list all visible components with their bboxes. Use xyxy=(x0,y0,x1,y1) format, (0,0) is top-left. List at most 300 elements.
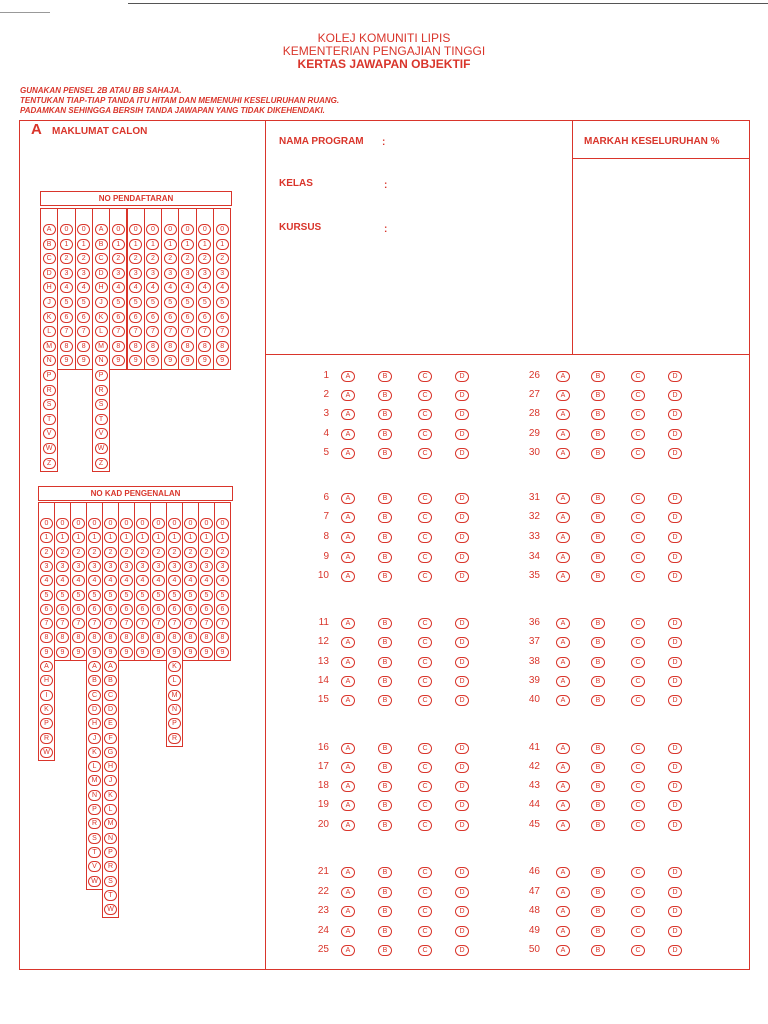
answer-bubble[interactable]: B xyxy=(591,867,605,878)
grid-bubble[interactable]: B xyxy=(104,675,117,686)
answer-bubble[interactable]: C xyxy=(418,867,432,878)
grid-bubble[interactable]: 1 xyxy=(146,239,159,250)
grid-bubble[interactable]: 2 xyxy=(152,547,165,558)
answer-bubble[interactable]: A xyxy=(341,532,355,543)
answer-bubble[interactable]: C xyxy=(631,676,645,687)
answer-bubble[interactable]: C xyxy=(631,867,645,878)
answer-bubble[interactable]: A xyxy=(341,448,355,459)
answer-bubble[interactable]: D xyxy=(455,409,469,420)
grid-bubble[interactable]: 3 xyxy=(216,561,229,572)
grid-bubble[interactable]: 4 xyxy=(216,282,229,293)
grid-bubble[interactable]: 1 xyxy=(129,239,142,250)
grid-bubble[interactable]: 9 xyxy=(60,355,73,366)
grid-bubble[interactable]: 8 xyxy=(40,632,53,643)
answer-bubble[interactable]: C xyxy=(631,657,645,668)
answer-bubble[interactable]: B xyxy=(591,906,605,917)
answer-bubble[interactable]: B xyxy=(378,409,392,420)
grid-bubble[interactable]: 7 xyxy=(60,326,73,337)
grid-bubble[interactable]: 5 xyxy=(129,297,142,308)
grid-bubble[interactable]: 0 xyxy=(120,518,133,529)
grid-bubble[interactable]: 7 xyxy=(120,618,133,629)
grid-bubble[interactable]: 6 xyxy=(184,604,197,615)
answer-bubble[interactable]: C xyxy=(418,371,432,382)
grid-bubble[interactable]: 8 xyxy=(72,632,85,643)
grid-bubble[interactable]: 7 xyxy=(181,326,194,337)
grid-bubble[interactable]: 5 xyxy=(40,590,53,601)
grid-bubble[interactable]: 1 xyxy=(56,532,69,543)
grid-bubble[interactable]: R xyxy=(104,861,117,872)
grid-bubble[interactable]: 4 xyxy=(181,282,194,293)
grid-bubble[interactable]: L xyxy=(168,675,181,686)
grid-bubble[interactable]: 0 xyxy=(216,518,229,529)
grid-bubble[interactable]: 6 xyxy=(112,312,125,323)
grid-bubble[interactable]: 6 xyxy=(164,312,177,323)
grid-bubble[interactable]: 2 xyxy=(60,253,73,264)
grid-bubble[interactable]: 5 xyxy=(164,297,177,308)
answer-bubble[interactable]: C xyxy=(631,926,645,937)
grid-bubble[interactable]: 5 xyxy=(136,590,149,601)
grid-bubble[interactable]: 3 xyxy=(56,561,69,572)
grid-bubble[interactable]: 8 xyxy=(112,341,125,352)
grid-bubble[interactable]: 5 xyxy=(216,297,229,308)
grid-bubble[interactable]: 9 xyxy=(146,355,159,366)
grid-bubble[interactable]: 4 xyxy=(60,282,73,293)
grid-bubble[interactable]: 4 xyxy=(120,575,133,586)
answer-bubble[interactable]: C xyxy=(418,512,432,523)
answer-bubble[interactable]: C xyxy=(418,448,432,459)
answer-bubble[interactable]: D xyxy=(668,676,682,687)
answer-bubble[interactable]: C xyxy=(631,820,645,831)
grid-bubble[interactable]: 3 xyxy=(198,268,211,279)
answer-bubble[interactable]: A xyxy=(341,926,355,937)
grid-bubble[interactable]: L xyxy=(104,804,117,815)
grid-bubble[interactable]: 8 xyxy=(56,632,69,643)
answer-bubble[interactable]: C xyxy=(418,887,432,898)
grid-bubble[interactable]: R xyxy=(168,733,181,744)
grid-bubble[interactable]: H xyxy=(95,282,108,293)
grid-bubble[interactable]: 0 xyxy=(152,518,165,529)
answer-bubble[interactable]: D xyxy=(455,532,469,543)
answer-bubble[interactable]: B xyxy=(378,390,392,401)
grid-bubble[interactable]: 8 xyxy=(168,632,181,643)
answer-bubble[interactable]: A xyxy=(556,409,570,420)
answer-bubble[interactable]: D xyxy=(668,695,682,706)
grid-bubble[interactable]: A xyxy=(104,661,117,672)
answer-bubble[interactable]: C xyxy=(418,409,432,420)
answer-bubble[interactable]: A xyxy=(341,695,355,706)
grid-bubble[interactable]: 0 xyxy=(88,518,101,529)
grid-bubble[interactable]: T xyxy=(104,890,117,901)
grid-bubble[interactable]: S xyxy=(43,399,56,410)
grid-bubble[interactable]: K xyxy=(168,661,181,672)
grid-bubble[interactable]: 0 xyxy=(136,518,149,529)
grid-bubble[interactable]: Z xyxy=(43,458,56,469)
grid-bubble[interactable]: 3 xyxy=(164,268,177,279)
answer-bubble[interactable]: C xyxy=(418,762,432,773)
answer-bubble[interactable]: A xyxy=(341,512,355,523)
grid-bubble[interactable]: 7 xyxy=(146,326,159,337)
answer-bubble[interactable]: C xyxy=(631,448,645,459)
grid-bubble[interactable]: L xyxy=(43,326,56,337)
answer-bubble[interactable]: C xyxy=(418,571,432,582)
answer-bubble[interactable]: B xyxy=(378,552,392,563)
grid-bubble[interactable]: 9 xyxy=(198,355,211,366)
grid-bubble[interactable]: 4 xyxy=(56,575,69,586)
answer-bubble[interactable]: A xyxy=(341,618,355,629)
grid-bubble[interactable]: 7 xyxy=(168,618,181,629)
grid-bubble[interactable]: 5 xyxy=(184,590,197,601)
grid-bubble[interactable]: 3 xyxy=(60,268,73,279)
grid-bubble[interactable]: 1 xyxy=(120,532,133,543)
grid-bubble[interactable]: 0 xyxy=(200,518,213,529)
grid-bubble[interactable]: A xyxy=(43,224,56,235)
grid-bubble[interactable]: P xyxy=(40,718,53,729)
grid-bubble[interactable]: K xyxy=(88,747,101,758)
grid-bubble[interactable]: I xyxy=(40,690,53,701)
answer-bubble[interactable]: A xyxy=(556,945,570,956)
grid-bubble[interactable]: H xyxy=(40,675,53,686)
answer-bubble[interactable]: C xyxy=(418,532,432,543)
grid-bubble[interactable]: 2 xyxy=(40,547,53,558)
answer-bubble[interactable]: D xyxy=(455,429,469,440)
answer-bubble[interactable]: B xyxy=(378,571,392,582)
answer-bubble[interactable]: A xyxy=(556,571,570,582)
answer-bubble[interactable]: A xyxy=(556,657,570,668)
grid-bubble[interactable]: S xyxy=(104,876,117,887)
answer-bubble[interactable]: B xyxy=(591,512,605,523)
grid-bubble[interactable]: P xyxy=(43,370,56,381)
answer-bubble[interactable]: D xyxy=(668,945,682,956)
grid-bubble[interactable]: 9 xyxy=(40,647,53,658)
grid-bubble[interactable]: H xyxy=(43,282,56,293)
grid-bubble[interactable]: 9 xyxy=(120,647,133,658)
grid-bubble[interactable]: 3 xyxy=(88,561,101,572)
answer-bubble[interactable]: C xyxy=(631,493,645,504)
grid-bubble[interactable]: 0 xyxy=(181,224,194,235)
answer-bubble[interactable]: C xyxy=(631,409,645,420)
grid-bubble[interactable]: 0 xyxy=(77,224,90,235)
grid-bubble[interactable]: 2 xyxy=(77,253,90,264)
grid-bubble[interactable]: 5 xyxy=(146,297,159,308)
grid-bubble[interactable]: V xyxy=(43,428,56,439)
grid-bubble[interactable]: 8 xyxy=(181,341,194,352)
grid-bubble[interactable]: M xyxy=(168,690,181,701)
answer-bubble[interactable]: D xyxy=(455,800,469,811)
grid-bubble[interactable]: 5 xyxy=(72,590,85,601)
grid-bubble[interactable]: V xyxy=(95,428,108,439)
grid-bubble[interactable]: 6 xyxy=(198,312,211,323)
grid-bubble[interactable]: 4 xyxy=(152,575,165,586)
grid-bubble[interactable]: 0 xyxy=(104,518,117,529)
grid-bubble[interactable]: 7 xyxy=(216,326,229,337)
grid-bubble[interactable]: R xyxy=(43,385,56,396)
answer-bubble[interactable]: C xyxy=(418,695,432,706)
answer-bubble[interactable]: B xyxy=(378,532,392,543)
grid-bubble[interactable]: 9 xyxy=(216,647,229,658)
grid-bubble[interactable]: 6 xyxy=(129,312,142,323)
answer-bubble[interactable]: D xyxy=(668,448,682,459)
grid-bubble[interactable]: S xyxy=(88,833,101,844)
grid-bubble[interactable]: 0 xyxy=(216,224,229,235)
answer-bubble[interactable]: D xyxy=(455,945,469,956)
grid-bubble[interactable]: P xyxy=(88,804,101,815)
answer-bubble[interactable]: B xyxy=(591,371,605,382)
grid-bubble[interactable]: G xyxy=(104,747,117,758)
grid-bubble[interactable]: 8 xyxy=(200,632,213,643)
answer-bubble[interactable]: D xyxy=(455,820,469,831)
grid-bubble[interactable]: 4 xyxy=(216,575,229,586)
grid-bubble[interactable]: 4 xyxy=(72,575,85,586)
grid-bubble[interactable]: 7 xyxy=(152,618,165,629)
grid-bubble[interactable]: W xyxy=(43,443,56,454)
grid-bubble[interactable]: 2 xyxy=(104,547,117,558)
answer-bubble[interactable]: B xyxy=(378,371,392,382)
grid-bubble[interactable]: 2 xyxy=(120,547,133,558)
grid-bubble[interactable]: 9 xyxy=(104,647,117,658)
answer-bubble[interactable]: C xyxy=(631,552,645,563)
answer-bubble[interactable]: D xyxy=(455,887,469,898)
grid-bubble[interactable]: B xyxy=(88,675,101,686)
grid-bubble[interactable]: R xyxy=(95,385,108,396)
answer-bubble[interactable]: A xyxy=(556,429,570,440)
grid-bubble[interactable]: 9 xyxy=(168,647,181,658)
grid-bubble[interactable]: L xyxy=(88,761,101,772)
grid-bubble[interactable]: 9 xyxy=(56,647,69,658)
answer-bubble[interactable]: C xyxy=(631,781,645,792)
answer-bubble[interactable]: B xyxy=(378,512,392,523)
answer-bubble[interactable]: B xyxy=(378,429,392,440)
answer-bubble[interactable]: B xyxy=(591,429,605,440)
grid-bubble[interactable]: N xyxy=(43,355,56,366)
grid-bubble[interactable]: 6 xyxy=(77,312,90,323)
answer-bubble[interactable]: D xyxy=(455,906,469,917)
answer-bubble[interactable]: C xyxy=(631,945,645,956)
grid-bubble[interactable]: 7 xyxy=(184,618,197,629)
grid-bubble[interactable]: R xyxy=(40,733,53,744)
grid-bubble[interactable]: 8 xyxy=(104,632,117,643)
grid-bubble[interactable]: K xyxy=(43,312,56,323)
grid-bubble[interactable]: W xyxy=(40,747,53,758)
grid-bubble[interactable]: D xyxy=(43,268,56,279)
grid-bubble[interactable]: 8 xyxy=(60,341,73,352)
answer-bubble[interactable]: D xyxy=(668,512,682,523)
answer-bubble[interactable]: A xyxy=(341,800,355,811)
grid-bubble[interactable]: 3 xyxy=(168,561,181,572)
grid-bubble[interactable]: C xyxy=(88,690,101,701)
grid-bubble[interactable]: 8 xyxy=(88,632,101,643)
answer-bubble[interactable]: D xyxy=(455,762,469,773)
answer-bubble[interactable]: D xyxy=(455,371,469,382)
answer-bubble[interactable]: D xyxy=(668,429,682,440)
answer-bubble[interactable]: A xyxy=(341,390,355,401)
grid-bubble[interactable]: 8 xyxy=(184,632,197,643)
grid-bubble[interactable]: 1 xyxy=(168,532,181,543)
grid-bubble[interactable]: N xyxy=(88,790,101,801)
grid-bubble[interactable]: R xyxy=(88,818,101,829)
answer-bubble[interactable]: B xyxy=(591,800,605,811)
answer-bubble[interactable]: D xyxy=(455,618,469,629)
grid-bubble[interactable]: 2 xyxy=(112,253,125,264)
grid-bubble[interactable]: 9 xyxy=(88,647,101,658)
answer-bubble[interactable]: C xyxy=(418,781,432,792)
answer-bubble[interactable]: B xyxy=(591,571,605,582)
answer-bubble[interactable]: B xyxy=(378,906,392,917)
answer-bubble[interactable]: A xyxy=(556,906,570,917)
grid-bubble[interactable]: 4 xyxy=(198,282,211,293)
answer-bubble[interactable]: D xyxy=(668,657,682,668)
grid-bubble[interactable]: 1 xyxy=(60,239,73,250)
answer-bubble[interactable]: D xyxy=(668,552,682,563)
grid-bubble[interactable]: 2 xyxy=(88,547,101,558)
grid-bubble[interactable]: 5 xyxy=(198,297,211,308)
answer-bubble[interactable]: D xyxy=(668,371,682,382)
answer-bubble[interactable]: C xyxy=(418,906,432,917)
grid-bubble[interactable]: 1 xyxy=(152,532,165,543)
grid-bubble[interactable]: 9 xyxy=(181,355,194,366)
grid-bubble[interactable]: N xyxy=(95,355,108,366)
grid-bubble[interactable]: 4 xyxy=(129,282,142,293)
answer-bubble[interactable]: C xyxy=(418,926,432,937)
answer-bubble[interactable]: A xyxy=(556,926,570,937)
answer-bubble[interactable]: D xyxy=(668,390,682,401)
grid-bubble[interactable]: 5 xyxy=(77,297,90,308)
grid-bubble[interactable]: 5 xyxy=(152,590,165,601)
answer-bubble[interactable]: A xyxy=(556,512,570,523)
answer-bubble[interactable]: C xyxy=(631,743,645,754)
grid-bubble[interactable]: 3 xyxy=(136,561,149,572)
grid-bubble[interactable]: 6 xyxy=(152,604,165,615)
grid-bubble[interactable]: V xyxy=(88,861,101,872)
grid-bubble[interactable]: T xyxy=(43,414,56,425)
grid-bubble[interactable]: K xyxy=(95,312,108,323)
answer-bubble[interactable]: D xyxy=(455,571,469,582)
grid-bubble[interactable]: 7 xyxy=(198,326,211,337)
answer-bubble[interactable]: B xyxy=(591,637,605,648)
answer-bubble[interactable]: C xyxy=(418,820,432,831)
grid-bubble[interactable]: J xyxy=(43,297,56,308)
answer-bubble[interactable]: A xyxy=(341,409,355,420)
grid-bubble[interactable]: B xyxy=(43,239,56,250)
answer-bubble[interactable]: D xyxy=(455,552,469,563)
grid-bubble[interactable]: 8 xyxy=(129,341,142,352)
answer-bubble[interactable]: C xyxy=(418,676,432,687)
grid-bubble[interactable]: 6 xyxy=(88,604,101,615)
answer-bubble[interactable]: A xyxy=(556,552,570,563)
grid-bubble[interactable]: 6 xyxy=(40,604,53,615)
grid-bubble[interactable]: 7 xyxy=(112,326,125,337)
grid-bubble[interactable]: 7 xyxy=(56,618,69,629)
grid-bubble[interactable]: F xyxy=(104,733,117,744)
grid-bubble[interactable]: 6 xyxy=(56,604,69,615)
answer-bubble[interactable]: A xyxy=(341,676,355,687)
answer-bubble[interactable]: A xyxy=(341,887,355,898)
grid-bubble[interactable]: C xyxy=(95,253,108,264)
answer-bubble[interactable]: D xyxy=(668,762,682,773)
answer-bubble[interactable]: A xyxy=(556,867,570,878)
answer-bubble[interactable]: D xyxy=(668,800,682,811)
grid-bubble[interactable]: 1 xyxy=(40,532,53,543)
grid-bubble[interactable]: 3 xyxy=(40,561,53,572)
answer-bubble[interactable]: A xyxy=(341,371,355,382)
answer-bubble[interactable]: A xyxy=(556,371,570,382)
answer-bubble[interactable]: A xyxy=(556,762,570,773)
grid-bubble[interactable]: 9 xyxy=(72,647,85,658)
grid-bubble[interactable]: 2 xyxy=(136,547,149,558)
grid-bubble[interactable]: K xyxy=(40,704,53,715)
grid-bubble[interactable]: 0 xyxy=(198,224,211,235)
grid-bubble[interactable]: 5 xyxy=(120,590,133,601)
grid-bubble[interactable]: A xyxy=(88,661,101,672)
grid-bubble[interactable]: 0 xyxy=(146,224,159,235)
answer-bubble[interactable]: D xyxy=(668,820,682,831)
answer-bubble[interactable]: B xyxy=(591,695,605,706)
grid-bubble[interactable]: 8 xyxy=(216,341,229,352)
answer-bubble[interactable]: B xyxy=(591,762,605,773)
answer-bubble[interactable]: C xyxy=(631,390,645,401)
grid-bubble[interactable]: 8 xyxy=(146,341,159,352)
grid-bubble[interactable]: E xyxy=(104,718,117,729)
grid-bubble[interactable]: 3 xyxy=(146,268,159,279)
grid-bubble[interactable]: 5 xyxy=(88,590,101,601)
grid-bubble[interactable]: C xyxy=(104,690,117,701)
grid-bubble[interactable]: 5 xyxy=(56,590,69,601)
answer-bubble[interactable]: D xyxy=(455,390,469,401)
answer-bubble[interactable]: A xyxy=(341,867,355,878)
answer-bubble[interactable]: B xyxy=(591,493,605,504)
grid-bubble[interactable]: W xyxy=(88,876,101,887)
answer-bubble[interactable]: D xyxy=(455,926,469,937)
answer-bubble[interactable]: D xyxy=(455,657,469,668)
grid-bubble[interactable]: 4 xyxy=(104,575,117,586)
answer-bubble[interactable]: B xyxy=(591,820,605,831)
grid-bubble[interactable]: 3 xyxy=(104,561,117,572)
answer-bubble[interactable]: D xyxy=(668,867,682,878)
grid-bubble[interactable]: P xyxy=(104,847,117,858)
grid-bubble[interactable]: 5 xyxy=(216,590,229,601)
grid-bubble[interactable]: 3 xyxy=(181,268,194,279)
grid-bubble[interactable]: 3 xyxy=(77,268,90,279)
grid-bubble[interactable]: 2 xyxy=(129,253,142,264)
grid-bubble[interactable]: P xyxy=(95,370,108,381)
answer-bubble[interactable]: D xyxy=(455,743,469,754)
grid-bubble[interactable]: C xyxy=(43,253,56,264)
answer-bubble[interactable]: C xyxy=(631,512,645,523)
grid-bubble[interactable]: 5 xyxy=(60,297,73,308)
answer-bubble[interactable]: D xyxy=(668,906,682,917)
answer-bubble[interactable]: B xyxy=(378,743,392,754)
grid-bubble[interactable]: 4 xyxy=(136,575,149,586)
grid-bubble[interactable]: 1 xyxy=(181,239,194,250)
answer-bubble[interactable]: A xyxy=(556,532,570,543)
grid-bubble[interactable]: 7 xyxy=(104,618,117,629)
grid-bubble[interactable]: T xyxy=(88,847,101,858)
answer-bubble[interactable]: C xyxy=(418,429,432,440)
answer-bubble[interactable]: B xyxy=(378,676,392,687)
answer-bubble[interactable]: C xyxy=(418,618,432,629)
answer-bubble[interactable]: A xyxy=(341,820,355,831)
grid-bubble[interactable]: 3 xyxy=(184,561,197,572)
answer-bubble[interactable]: B xyxy=(378,887,392,898)
answer-bubble[interactable]: D xyxy=(668,887,682,898)
grid-bubble[interactable]: 5 xyxy=(104,590,117,601)
grid-bubble[interactable]: 0 xyxy=(164,224,177,235)
answer-bubble[interactable]: A xyxy=(341,571,355,582)
answer-bubble[interactable]: A xyxy=(556,887,570,898)
grid-bubble[interactable]: 1 xyxy=(164,239,177,250)
grid-bubble[interactable]: 1 xyxy=(198,239,211,250)
answer-bubble[interactable]: A xyxy=(556,800,570,811)
grid-bubble[interactable]: 6 xyxy=(168,604,181,615)
